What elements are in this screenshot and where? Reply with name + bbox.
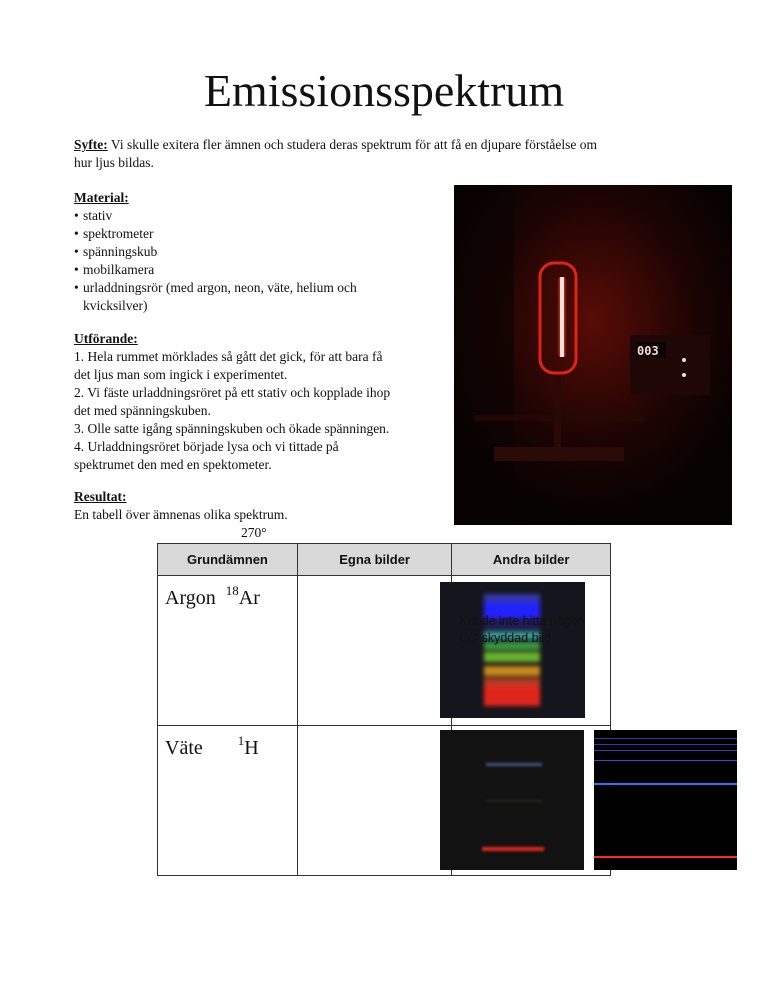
list-item: • stativ	[74, 207, 424, 225]
list-item: • urladdningsrör (med argon, neon, väte, helium och	[74, 279, 424, 297]
hydrogen-reference-spectrum	[594, 730, 737, 870]
syfte-section	[74, 136, 694, 172]
other-image-cell	[452, 726, 611, 876]
angle-label: 270°	[241, 525, 267, 540]
column-header: Egna bilder	[297, 544, 452, 576]
list-item: • mobilkamera	[74, 261, 424, 279]
syfte-text: Vi skulle exitera fler ämnen och studera deras spektrum för att få en djupare förståelse om	[110, 137, 598, 152]
step-line: 3. Olle satte igång spänningskuben och ökade spänningen.	[74, 421, 390, 436]
display-reading: 003	[637, 344, 659, 358]
resultat-label: Resultat:	[74, 489, 127, 504]
list-item: • spänningskub	[74, 243, 424, 261]
syfte-text-cont: hur ljus bildas.	[74, 155, 154, 170]
element-label: Argon $^{18}$Ar	[165, 583, 260, 609]
step-line: det ljus man som ingick i experimentet.	[74, 367, 288, 382]
element-label: Väte $^1$H	[165, 733, 259, 759]
list-item: • spektrometer	[74, 225, 424, 243]
page-title: Emissionsspektrum	[203, 65, 565, 116]
step-line: det med spänningskuben.	[74, 403, 211, 418]
other-image-cell	[452, 576, 611, 726]
step-line: 1. Hela rummet mörklades så gått det gick, för att bara få	[74, 349, 383, 364]
material-list	[74, 207, 424, 297]
utforande-steps	[74, 348, 444, 474]
own-image-cell	[297, 576, 452, 726]
step-line: 2. Vi fäste urladdningsröret på ett stativ och kopplade ihop	[74, 385, 391, 400]
material-label: Material:	[74, 190, 129, 205]
syfte-label: Syfte:	[74, 137, 108, 152]
missing-image-note: Kunde inte hitta någon CC-skyddad bild.	[459, 614, 585, 645]
lab-photo	[454, 185, 732, 525]
discharge-tube-image	[454, 185, 732, 525]
element-cell	[158, 726, 298, 876]
list-item-cont: kvicksilver)	[83, 298, 148, 313]
syfte-line	[74, 136, 694, 154]
column-header: Andra bilder	[452, 544, 611, 576]
element-cell	[158, 576, 298, 726]
step-line: spektrumet den med en spektometer.	[74, 457, 272, 472]
step-line: 4. Urladdningsröret började lysa och vi tittade på	[74, 439, 339, 454]
utforande-label: Utförande:	[74, 331, 138, 346]
utforande-section	[74, 330, 444, 474]
table-header-row	[158, 544, 611, 576]
resultat-section	[74, 488, 434, 542]
column-header: Grundämnen	[158, 544, 298, 576]
table-row	[158, 576, 611, 726]
own-image-cell	[297, 726, 452, 876]
material-section	[74, 189, 424, 315]
table-row	[158, 726, 611, 876]
resultat-text: En tabell över ämnenas olika spektrum.	[74, 507, 288, 522]
spectrum-table	[157, 543, 611, 876]
